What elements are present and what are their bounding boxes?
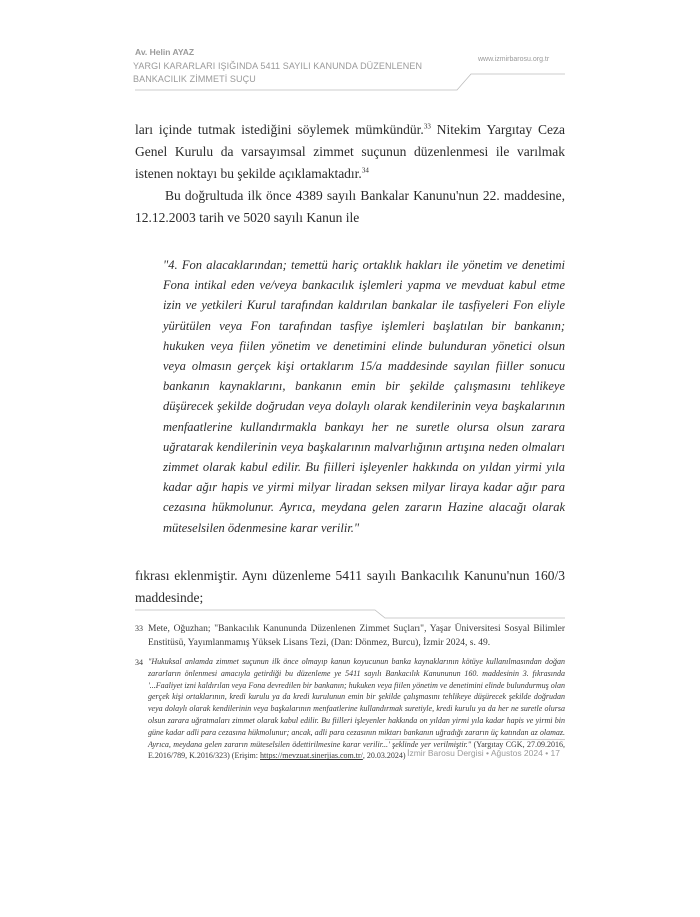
footnote-33-text: Mete, Oğuzhan; "Bankacılık Kanununda Düzenlenen Zimmet Suçları", Yaşar Üniversitesi Sosyal Bilimler Enstitüsü, Yayımlanmamış Yüksek Lisans Tezi, (Dan: Dönmez, Burcu), İzmir 2024, s. 49. <box>148 624 565 648</box>
paragraph-1 <box>135 119 565 185</box>
paragraph-1-text-2: Nitekim Yargıtay Ceza Genel Kurulu da varsayımsal zimmet suçunun düzenlenmesi ile varılmak istenen noktayı bu şekilde açıklamaktadır. <box>135 122 566 181</box>
footer-text: İzmir Barosu Dergisi • Ağustos 2024 • 17 <box>407 748 560 758</box>
footer-rule <box>385 739 565 740</box>
paragraph-1-text: ları içinde tutmak istediğini söylemek mümkündür. <box>135 122 424 137</box>
header-author: Av. Helin AYAZ <box>135 47 195 57</box>
paragraph-3: fıkrası eklenmiştir. Aynı düzenleme 5411 sayılı Bankacılık Kanunu'nun 160/3 maddesinde; <box>135 568 565 605</box>
footnote-34-number: 34 <box>135 658 143 667</box>
footnote-34 <box>135 656 565 762</box>
block-quote: "4. Fon alacaklarından; temettü hariç ortaklık hakları ile yönetim ve denetimi Fona intikal eden ve/veya bankacılık işlemleri yapma ve mevduat kabul etme izin ve yetkileri Kurul tarafından kaldırılan bankalar ile tasfiyeleri Fon eliyle yürütülen veya Fon tarafından tasfiye işlemleri başlatılan bir bankanın; hukuken veya fiilen yönetim ve denetimini elinde bulunduran yönetici olsun veya olmasın gerçek kişi ortaklarım 15/a maddesinde sayılan fiiller sonucu bankanın kaynaklarını, bankanın emin bir şekilde çalışmasını tehlikeye düşürecek şekilde doğrudan veya dolaylı olarak kendilerinin veya başkalarının menfaatlerine kullandırmakla bankayı her ne suretle olursa olsun zarara uğratarak kendilerinin veya başkalarının malvarlığının artışına neden olmaları zimmet olarak kabul edilir. Bu fiilleri işleyenler hakkında on yıldan yirmi yıla kadar ağır hapis ve yirmi milyar liradan seksen milyar liraya kadar ağır para cezasına hükmolunur. Ayrıca, meydana gelen zararın Hazine alacağı olarak müteselsilen ödenmesine karar verilir." <box>163 258 565 535</box>
footnote-ref-34[interactable]: 34 <box>361 166 369 175</box>
footnote-34-quote: "Hukuksal anlamda zimmet suçunun ilk önce olmayıp kanun koyucunun banka kaynaklarının kötüye kullanılmasından doğan zararların önlenmesi amacıyla getirdiği bu düzenleme ye 5411 sayılı Bankacılık Kanununun 160. maddesinin 3. fıkrasında '...Faaliyet izni kaldırılan veya Fona devredilen bir bankanın; hukuken veya fiilen yönetim ve denetimini elinde bulundurmuş olan gerçek kişi ortaklarının, kredi kurulu ya da kredi kurulunun emin bir şekilde çalışmasını tehlikeye düşürecek şekilde doğrudan veya dolaylı olarak kendilerinin veya başkalarının menfaatlerine kullandırmak suretiyle, kredi kurulu ya da her ne suretle olursa olsun zarara uğratmaları zimmet olarak kabul edilir. Bu fiilleri işleyenler hakkında on yıldan yirmi yıla kadar hapis ve yirmi bin güne kadar adli para cezasına hükmolunur; ancak, adli para cezasının miktarı bankanın uğradığı zararın üç katından az olamaz. Ayrıca, meydana gelen zararın müteselsilen ödettirilmesine karar verilir...' şeklinde yer verilmiştir." <box>148 657 565 749</box>
footnote-rule <box>135 608 565 620</box>
header-title: YARGI KARARLARI IŞIĞINDA 5411 SAYILI KANUNDA DÜZENLENEN BANKACILIK ZİMMETİ SUÇU <box>133 61 423 84</box>
paragraph-2: Bu doğrultuda ilk önce 4389 sayılı Bankalar Kanunu'nun 22. maddesine, 12.12.2003 tarih ve 5020 sayılı Kanun ile <box>135 188 565 225</box>
footnote-34-end: , 20.03.2024) <box>362 751 406 761</box>
footnote-ref-33[interactable]: 33 <box>423 122 431 131</box>
footnote-33 <box>135 622 565 650</box>
footnote-34-citation: (Yargıtay CGK, 27.09.2016, E.2016/789, K.2016/323) (Erişim: <box>148 739 565 761</box>
footnote-33-number: 33 <box>135 624 143 633</box>
footnote-34-body <box>148 656 565 762</box>
footnote-34-link[interactable]: https://mevzuat.sinerjias.com.tr/ <box>260 751 363 761</box>
header-rule <box>135 72 565 112</box>
header-url[interactable]: www.izmirbarosu.org.tr <box>478 56 550 63</box>
